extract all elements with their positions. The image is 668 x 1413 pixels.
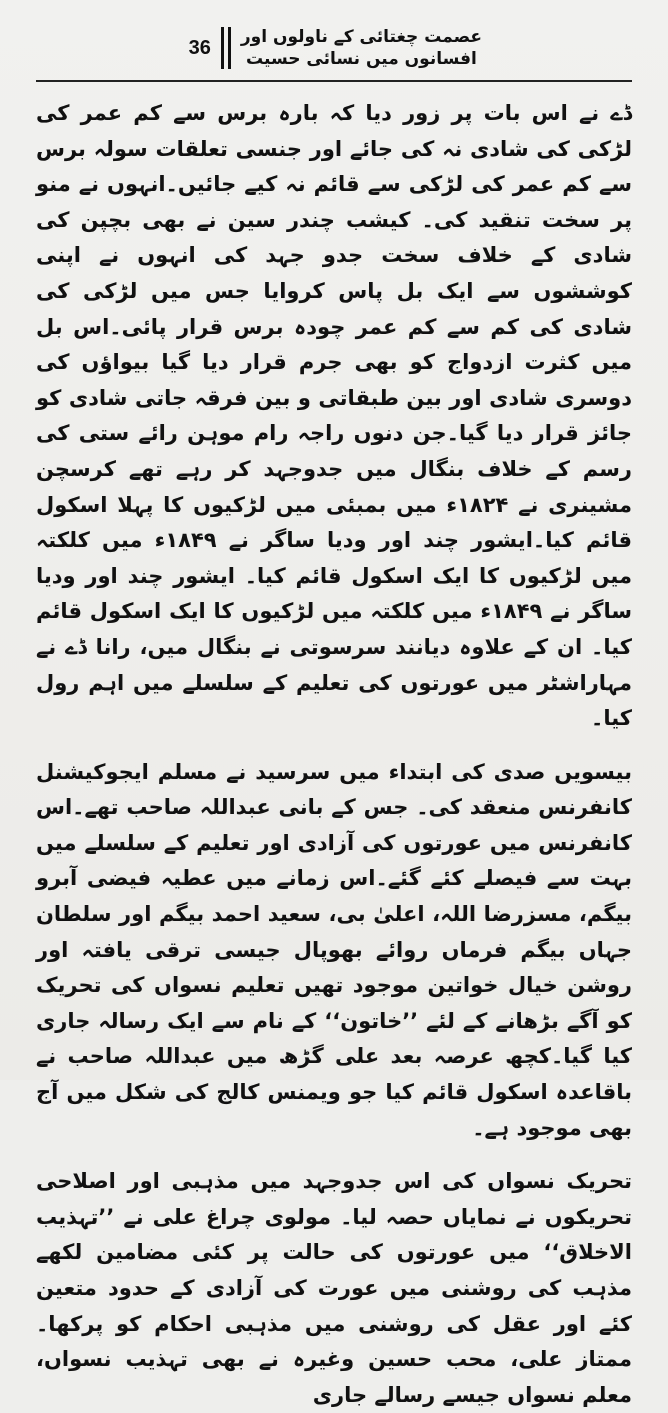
running-title-line-2: افسانوں میں نسائی حسیت	[246, 49, 477, 69]
header-double-rule	[221, 27, 231, 69]
running-title	[241, 26, 482, 70]
page-number: 36	[188, 36, 211, 59]
paragraph-3: تحریک نسواں کی اس جدوجہد میں مذہبی اور اصلاحی تحریکوں نے نمایاں حصہ لیا۔ مولوی چراغ علی نے ’’تہذیب الاخلاق‘‘ میں عورتوں کی حالت پر کئی مضامین لکھے مذہب کی روشنی میں عورت کی آزادی کے حدود متعین کئے اور عقل کی روشنی میں مذہبی احکام کو پرکھا۔ممتاز علی، محب حسین وغیرہ نے بھی تہذیب نسواں، معلم نسواں جیسے رسالے جاری	[36, 1169, 632, 1407]
header-divider	[36, 80, 632, 82]
paragraph-2: بیسویں صدی کی ابتداء میں سرسید نے مسلم ایجوکیشنل کانفرنس منعقد کی۔ جس کے بانی عبداللہ صاحب تھے۔اس کانفرنس میں عورتوں کی آزادی اور تعلیم کے سلسلے میں بہت سے فیصلے کئے گئے۔اس زمانے میں عطیہ فیضی آبرو بیگم، مسزرضا اللہ، اعلیٰ بی، سعید احمد بیگم اور سلطان جہاں بیگم فرماں روائے بھوپال جیسی ترقی یافتہ اور روشن خیال خواتین موجود تھیں تعلیم نسواں کی تحریک کو آگے بڑھانے کے لئے ’’خاتون‘‘ کے نام سے ایک رسالہ جاری کیا گیا۔کچھ عرصہ بعد علی گڑھ میں عبداللہ صاحب نے باقاعدہ اسکول قائم کیا جو ویمنس کالج کی شکل میں آج بھی موجود ہے۔	[36, 759, 632, 1140]
body-text	[36, 96, 632, 1413]
running-title-line-1: عصمت چغتائی کے ناولوں اور	[240, 27, 482, 47]
running-header	[36, 18, 482, 78]
paragraph-1: ڈے نے اس بات پر زور دیا کہ بارہ برس سے کم عمر کی لڑکی کی شادی نہ کی جائے اور جنسی تعلقات سولہ برس سے کم عمر کی لڑکی سے قائم نہ کیے جائیں۔انہوں نے منو پر سخت تنقید کی۔ کیشب چندر سین نے بھی بچپن کی شادی کے خلاف سخت جدو جہد کی انہوں نے اپنی کوششوں سے ایک بل پاس کروایا جس میں لڑکی کی شادی کی کم سے کم عمر چودہ برس قرار پائی۔اس بل میں کثرت ازدواج کو بھی جرم قرار دیا گیا بیواؤں کی دوسری شادی اور بین طبقاتی و بین فرقہ جاتی شادی کو جائز قرار دیا گیا۔جن دنوں راجہ رام موہن رائے ستی کی رسم کے خلاف بنگال میں جدوجہد کر رہے تھے کرسچن مشینری نے ۱۸۲۴ء میں بمبئی میں لڑکیوں کا پہلا اسکول قائم کیا۔ایشور چند اور ودیا ساگر نے ۱۸۴۹ء میں کلکتہ میں لڑکیوں کا ایک اسکول قائم کیا۔ ایشور چند اور ودیا ساگر نے ۱۸۴۹ء میں کلکتہ میں لڑکیوں کا ایک اسکول قائم کیا۔ ان کے علاوہ دیانند سرسوتی نے بنگال میں، رانا ڈے نے مہاراشٹر میں عورتوں کی تعلیم کے سلسلے میں اہم رول کیا۔	[36, 101, 632, 731]
